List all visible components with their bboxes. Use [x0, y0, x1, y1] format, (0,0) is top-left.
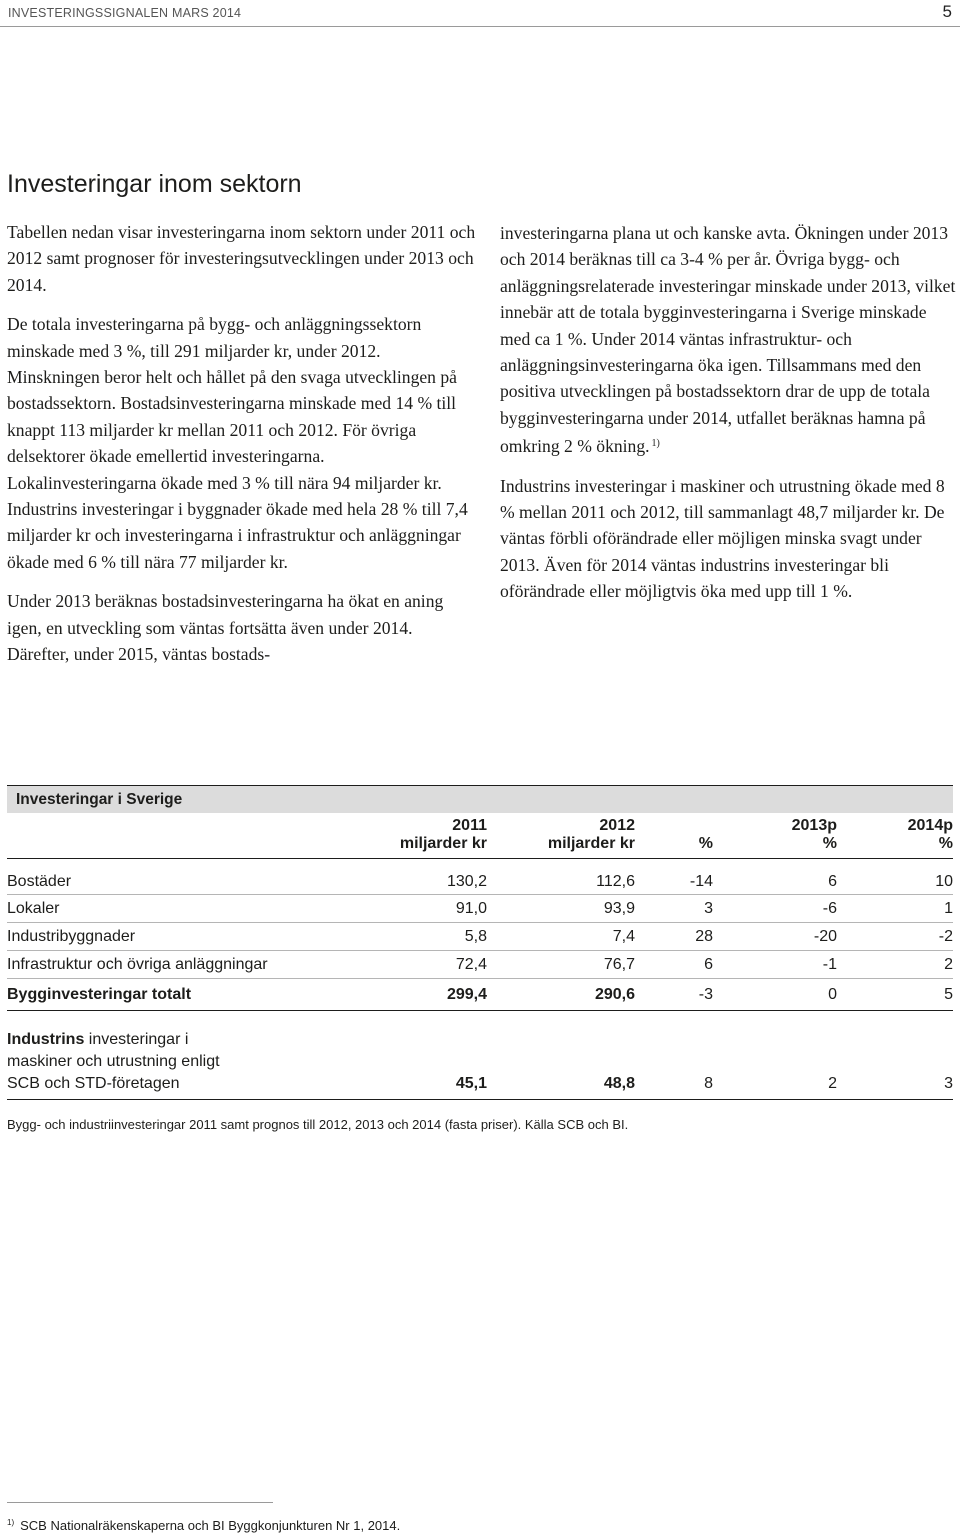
article-title: Investeringar inom sektorn [7, 170, 302, 198]
cell-2012: 93,9 [487, 895, 635, 923]
header-2014p: 2014p [907, 817, 953, 834]
industry-label-line2: maskiner och utrustning enligt [7, 1053, 220, 1070]
unit-2013p: % [713, 835, 837, 859]
total-2011: 299,4 [397, 979, 487, 1011]
industry-2014p: 3 [837, 1011, 953, 1100]
header-2013p: 2013p [791, 817, 837, 834]
total-label: Bygginvesteringar totalt [7, 979, 397, 1011]
cell-2014p: 1 [837, 895, 953, 923]
table-row [7, 859, 953, 895]
total-2012: 290,6 [487, 979, 635, 1011]
paragraph-totals: De totala investeringarna på bygg- och anläggningssektorn minskade med 3 %, till 291 miljarder kr, under 2012. Minskningen beror helt och hållet på den svaga utvecklingen på bostadssektorn. Bostadsinvesteringarna minskade med 14 % till knappt 113 miljarder kr mellan 2011 och 2012. För övriga delsektorer ökade emellertid investeringarna. Lokalinvesteringarna ökade med 3 % till nära 94 miljarder kr. Industrins investeringar i byggnader ökade med hela 28 % till 7,4 miljarder kr och investeringarna i infrastruktur och anläggningar ökade med 6 % till nära 77 miljarder kr. [7, 314, 468, 572]
footnote-text: SCB Nationalräkenskaperna och BI Byggkonjunkturen Nr 1, 2014. [20, 1518, 401, 1533]
header-rule [0, 26, 960, 27]
row-label: Lokaler [7, 895, 397, 923]
cell-2012-pct: 6 [635, 951, 713, 979]
table-row [7, 923, 953, 951]
industry-label-bold: Industrins [7, 1031, 85, 1048]
table-caption: Bygg- och industriinvesteringar 2011 samt prognos till 2012, 2013 och 2014 (fasta priser). Källa SCB och BI. [7, 1117, 629, 1132]
cell-2012: 112,6 [487, 859, 635, 895]
investment-table [7, 785, 953, 1100]
cell-2013p: 6 [713, 859, 837, 895]
footnote-reference: 1) [651, 438, 660, 450]
paragraph-continued [500, 220, 960, 460]
industry-label [7, 1011, 397, 1100]
cell-2011: 91,0 [397, 895, 487, 923]
page-number: 5 [942, 2, 952, 21]
header-row-units [7, 835, 953, 859]
cell-2014p: 10 [837, 859, 953, 895]
industry-label-rest: investeringar i [84, 1031, 189, 1048]
industry-row [7, 1011, 953, 1100]
row-label: Bostäder [7, 859, 397, 895]
paragraph-industry: Industrins investeringar i maskiner och utrustning ökade med 8 % mellan 2011 och 2012, till sammanlagt 48,7 miljarder kr. De väntas förbli oförändrade eller möjligen minska svagt under 2013. Även för 2014 väntas industrins investeringar bli oförändrade eller möjligtvis öka med upp till 1 %. [500, 475, 945, 602]
cell-2011: 72,4 [397, 951, 487, 979]
cell-2012: 7,4 [487, 923, 635, 951]
table-row [7, 895, 953, 923]
unit-2012: miljarder kr [487, 835, 635, 859]
cell-2012: 76,7 [487, 951, 635, 979]
footnote-marker: 1) [7, 1518, 15, 1527]
header-row-years [7, 813, 953, 835]
header-2011: 2011 [452, 817, 487, 834]
total-2014p: 5 [837, 979, 953, 1011]
industry-2012-pct: 8 [635, 1011, 713, 1100]
row-label: Infrastruktur och övriga anläggningar [7, 951, 397, 979]
cell-2014p: -2 [837, 923, 953, 951]
cell-2012-pct: 3 [635, 895, 713, 923]
right-column [500, 220, 960, 618]
paragraph-intro: Tabellen nedan visar investeringarna inom sektorn under 2011 och 2012 samt prognoser för investeringsutvecklingen under 2013 och 2014. [7, 222, 476, 295]
row-label: Industribyggnader [7, 923, 397, 951]
cell-2011: 130,2 [397, 859, 487, 895]
paragraph-housing: Under 2013 beräknas bostadsinvesteringarna ha ökat en aning igen, en utveckling som väntas fortsätta även under 2014. Därefter, under 2015, väntas bostads- [7, 591, 444, 665]
table-row [7, 951, 953, 979]
total-2013p: 0 [713, 979, 837, 1011]
cell-2013p: -20 [713, 923, 837, 951]
cell-2013p: -1 [713, 951, 837, 979]
industry-2013p: 2 [713, 1011, 837, 1100]
paragraph-continued-text: investeringarna plana ut och kanske avta. Ökningen under 2013 och 2014 beräknas till ca 3-4 % per år. Övriga bygg- och anläggningsrelaterade investeringar minskade under 2013, vilket innebär att de totala bygginvesteringarna i Sverige minskade med ca 1 %. Under 2014 väntas infrastruktur- och anläggningsinvesteringarna öka igen. Tillsammans med den positiva utvecklingen på bostadssektorn drar de upp de totala bygginvesteringarna under 2014, utfallet beräknas hamna på omkring 2 % ökning. [500, 223, 956, 457]
header-2012: 2012 [599, 817, 635, 834]
cell-2013p: -6 [713, 895, 837, 923]
left-column [7, 219, 477, 681]
unit-2011: miljarder kr [397, 835, 487, 859]
cell-2011: 5,8 [397, 923, 487, 951]
cell-2012-pct: 28 [635, 923, 713, 951]
industry-label-line3: SCB och STD-företagen [7, 1075, 180, 1092]
unit-2014p: % [837, 835, 953, 859]
industry-2011: 45,1 [397, 1011, 487, 1100]
table-title: Investeringar i Sverige [7, 785, 953, 813]
total-2012-pct: -3 [635, 979, 713, 1011]
industry-2012: 48,8 [487, 1011, 635, 1100]
header-2012-pct [635, 813, 713, 835]
cell-2014p: 2 [837, 951, 953, 979]
footnote [7, 1518, 400, 1533]
unit-2012-pct: % [635, 835, 713, 859]
publication-header: INVESTERINGSSIGNALEN MARS 2014 [8, 6, 242, 20]
footnote-rule [7, 1502, 273, 1503]
cell-2012-pct: -14 [635, 859, 713, 895]
total-row [7, 979, 953, 1011]
table-body [7, 813, 953, 1100]
